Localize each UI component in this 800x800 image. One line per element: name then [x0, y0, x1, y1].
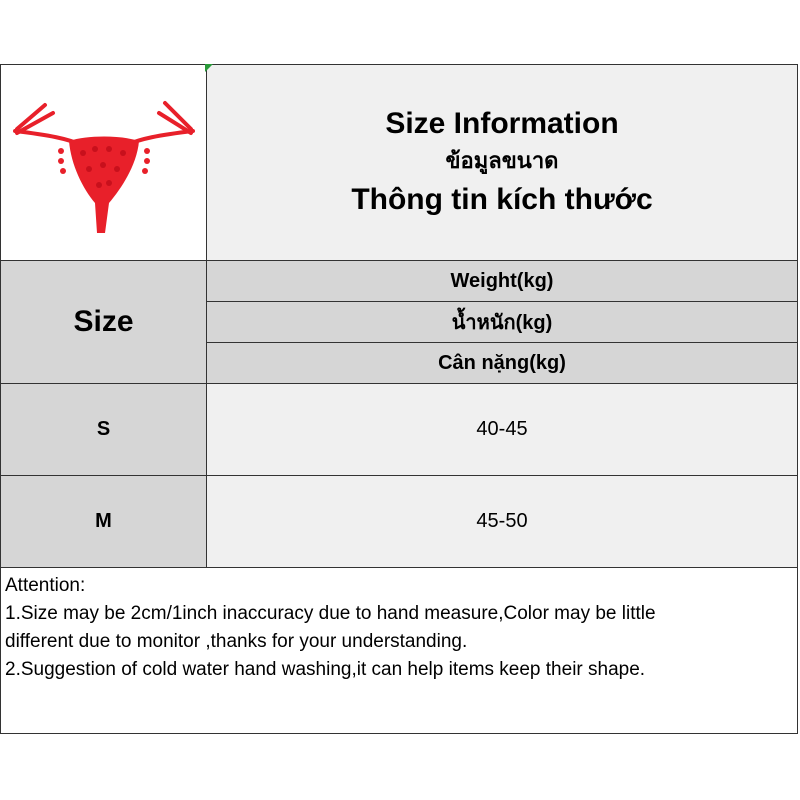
- notes-line: different due to monitor ,thanks for your understanding.: [5, 631, 468, 652]
- notes-heading: Attention:: [5, 575, 86, 596]
- lace-front: [69, 136, 139, 233]
- notes-line: 1.Size may be 2cm/1inch inaccuracy due to hand measure,Color may be little: [5, 603, 656, 624]
- attention-notes: [0, 567, 798, 734]
- notes-line: 2.Suggestion of cold water hand washing,it can help items keep their shape.: [5, 659, 646, 680]
- title-vietnamese: Thông tin kích thước: [351, 182, 653, 216]
- red-thong-image: [9, 73, 199, 253]
- size-header-label: Size: [73, 305, 134, 338]
- weight-header-vi: Cân nặng(kg): [206, 342, 798, 384]
- weight-header-en: Weight(kg): [206, 260, 798, 302]
- size-chart: [0, 64, 798, 734]
- size-header: [0, 260, 207, 384]
- table-row-weight: 40-45: [206, 383, 798, 476]
- title-english: Size Information: [385, 106, 619, 140]
- title-cell: [206, 64, 798, 261]
- table-row-weight: 45-50: [206, 475, 798, 568]
- product-image-cell: [0, 64, 207, 261]
- cell-corner-marker: [205, 64, 213, 72]
- title-thai: ข้อมูลขนาด: [445, 147, 559, 173]
- table-row-size: M: [0, 475, 207, 568]
- table-row-size: S: [0, 383, 207, 476]
- weight-header-th: น้ำหนัก(kg): [206, 301, 798, 343]
